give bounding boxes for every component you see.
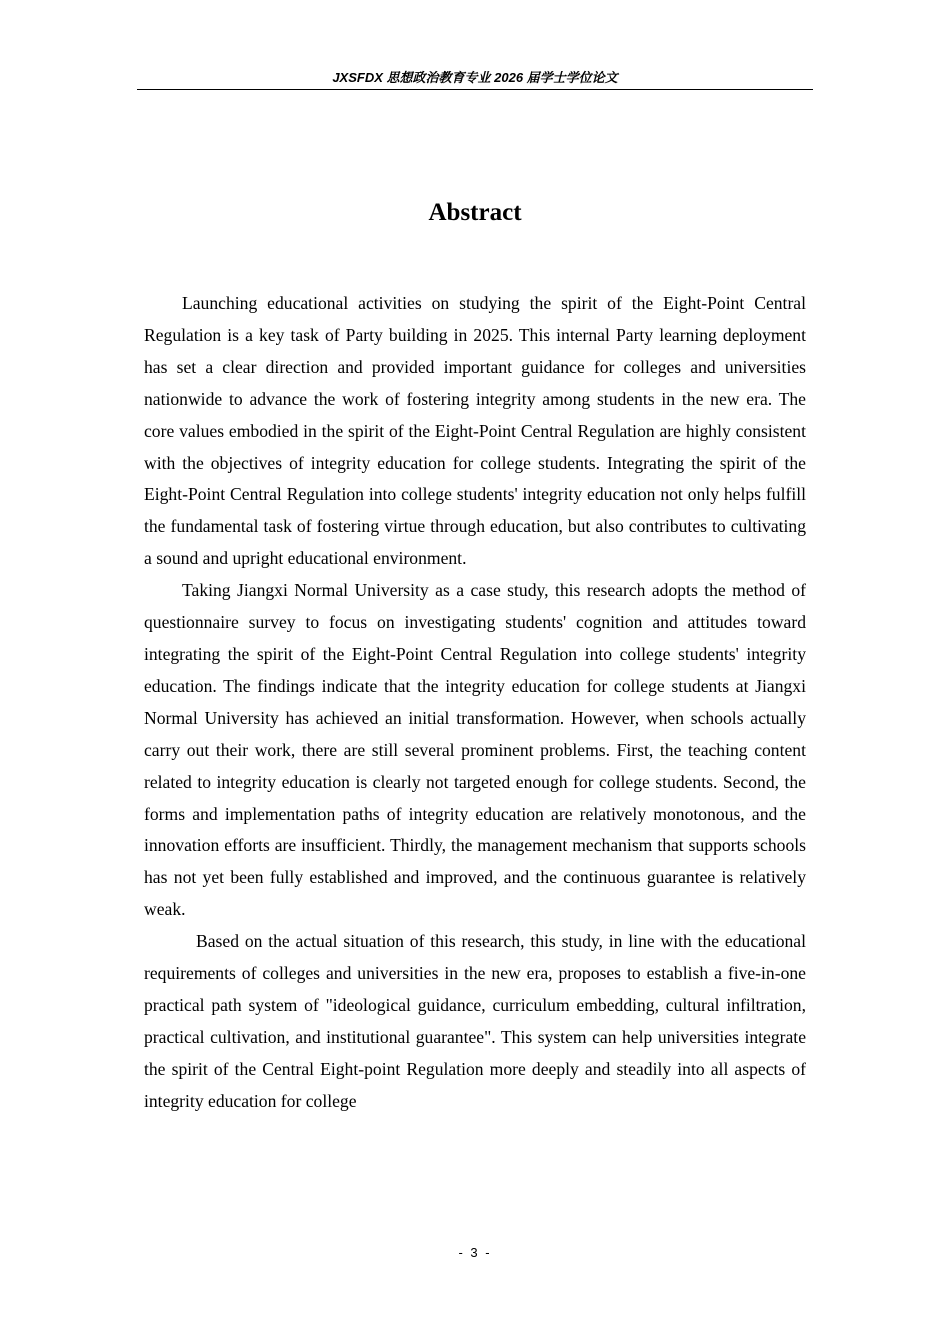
abstract-title: Abstract [428, 199, 522, 226]
header-rule [137, 89, 813, 90]
abstract-paragraph-1: Launching educational activities on studying the spirit of the Eight-Point Central Regulation is a key task of Party building in 2025. This internal Party learning deployment has set a clear direction and provided important guidance for colleges and universities nationwide to advance the work of fostering integrity among students in the new era. The core values embodied in the spirit of the Eight-Point Central Regulation are highly consistent with the objectives of integrity education for college students. Integrating the spirit of the Eight-Point Central Regulation into college students' integrity education not only helps fulfill the fundamental task of fostering virtue through education, but also contributes to cultivating a sound and upright educational environment. [144, 293, 806, 569]
page-number: - 3 - [458, 1245, 492, 1260]
abstract-paragraph-2: Taking Jiangxi Normal University as a case study, this research adopts the method of questionnaire survey to focus on investigating students' cognition and attitudes toward integrating the spirit of the Eight-Point Central Regulation into college students' integrity education. The findings indicate that the integrity education for college students at Jiangxi Normal University has achieved an initial transformation. However, when schools actually carry out their work, there are still several prominent problems. First, the teaching content related to integrity education is clearly not targeted enough for college students. Second, the forms and implementation paths of integrity education are relatively monotonous, and the innovation efforts are insufficient. Thirdly, the management mechanism that supports schools has not yet been fully established and improved, and the continuous guarantee is relatively weak. [144, 580, 806, 920]
running-header: JXSFDX 思想政治教育专业 2026 届学士学位论文 [332, 70, 618, 85]
abstract-body [144, 288, 806, 1118]
abstract-paragraph-3: Based on the actual situation of this research, this study, in line with the educational requirements of colleges and universities in the new era, proposes to establish a five-in-one practical path system of "ideological guidance, curriculum embedding, cultural infiltration, practical cultivation, and institutional guarantee". This system can help universities integrate the spirit of the Central Eight-point Regulation more deeply and steadily into all aspects of integrity education for college [144, 931, 806, 1111]
